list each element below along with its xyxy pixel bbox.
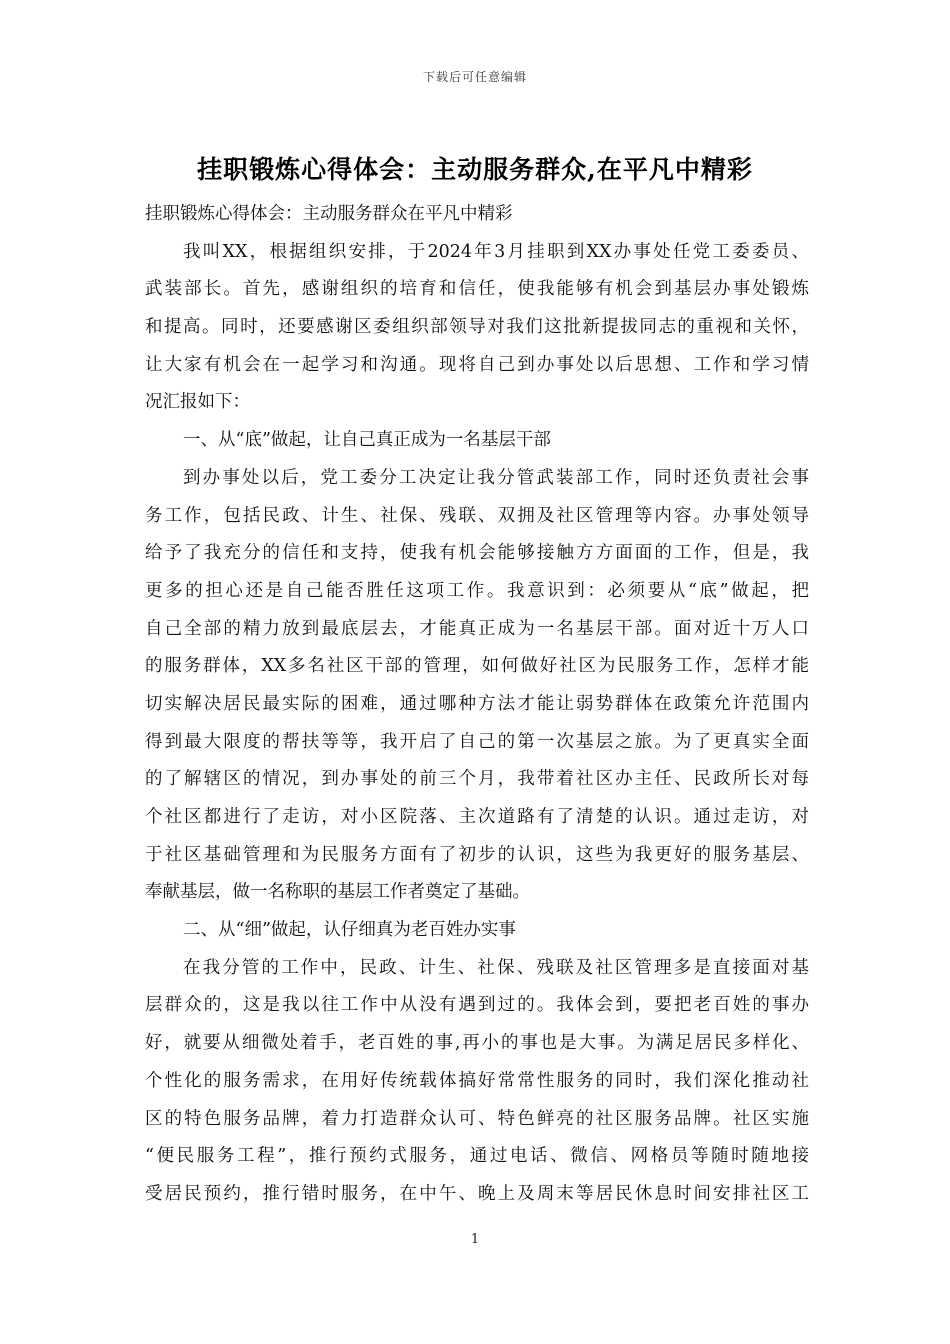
paragraph-line: 况汇报如下： (145, 392, 250, 413)
paragraph-line: 奉献基层，做一名称职的基层工作者奠定了基础。 (145, 882, 530, 903)
paragraph-line: 自己全部的精力放到最底层去，才能真正成为一名基层干部。面对近十万人口 (145, 618, 809, 639)
paragraph-line: “便民服务工程”，推行预约式服务，通过电话、微信、网格员等随时随地接 (145, 1146, 809, 1167)
paragraph-line: 让大家有机会在一起学习和沟通。现将自己到办事处以后思想、工作和学习情 (145, 354, 809, 375)
paragraph-line: 个性化的服务需求，在用好传统载体搞好常常性服务的同时，我们深化推动社 (145, 1070, 809, 1091)
paragraph-line: 的服务群体，XX多名社区干部的管理，如何做好社区为民服务工作，怎样才能 (145, 656, 809, 677)
paragraph-line: 到办事处以后，党工委分工决定让我分管武装部工作，同时还负责社会事 (183, 467, 809, 488)
paragraph-line: 的了解辖区的情况，到办事处的前三个月，我带着社区办主任、民政所长对每 (145, 769, 809, 790)
page-number: 1 (470, 1232, 480, 1247)
header-note: 下载后可任意编辑 (422, 70, 527, 84)
paragraph-line: 得到最大限度的帮扶等等，我开启了自己的第一次基层之旅。为了更真实全面 (145, 731, 809, 752)
section-heading: 二、从“细”做起，认仔细真为老百姓办实事 (183, 920, 516, 941)
document-title: 挂职锻炼心得体会：主动服务群众,在平凡中精彩 (197, 155, 753, 184)
paragraph-line: 务工作，包括民政、计生、社保、残联、双拥及社区管理等内容。办事处领导 (145, 505, 809, 526)
paragraph-line: 在我分管的工作中，民政、计生、社保、残联及社区管理多是直接面对基 (183, 957, 809, 978)
document-body (145, 196, 809, 1214)
subtitle-line: 挂职锻炼心得体会：主动服务群众在平凡中精彩 (145, 204, 513, 224)
paragraph-line: 武装部长。首先，感谢组织的培育和信任，使我能够有机会到基层办事处锻炼 (145, 279, 809, 300)
paragraph-line: 和提高。同时，还要感谢区委组织部领导对我们这批新提拔同志的重视和关怀， (145, 317, 809, 338)
paragraph-line: 我叫XX，根据组织安排，于2024年3月挂职到XX办事处任党工委委员、 (183, 241, 809, 262)
paragraph-line: 切实解决居民最实际的困难，通过哪种方法才能让弱势群体在政策允许范围内 (145, 693, 809, 714)
paragraph-line: 层群众的，这是我以往工作中从没有遇到过的。我体会到，要把老百姓的事办 (145, 995, 809, 1016)
paragraph-line: 个社区都进行了走访，对小区院落、主次道路有了清楚的认识。通过走访，对 (145, 807, 809, 827)
paragraph-line: 于社区基础管理和为民服务方面有了初步的认识，这些为我更好的服务基层、 (145, 844, 809, 865)
paragraph-line: 更多的担心还是自己能否胜任这项工作。我意识到：必须要从“底”做起，把 (145, 580, 809, 601)
paragraph-line: 受居民预约，推行错时服务，在中午、晚上及周末等居民休息时间安排社区工 (145, 1183, 809, 1204)
section-heading: 一、从“底”做起，让自己真正成为一名基层干部 (183, 430, 551, 451)
paragraph-line: 好，就要从细微处着手，老百姓的事,再小的事也是大事。为满足居民多样化、 (145, 1033, 809, 1054)
paragraph-line: 给予了我充分的信任和支持，使我有机会能够接触方方面面的工作，但是，我 (145, 543, 809, 564)
paragraph-line: 区的特色服务品牌，着力打造群众认可、特色鲜亮的社区服务品牌。社区实施 (145, 1108, 809, 1129)
